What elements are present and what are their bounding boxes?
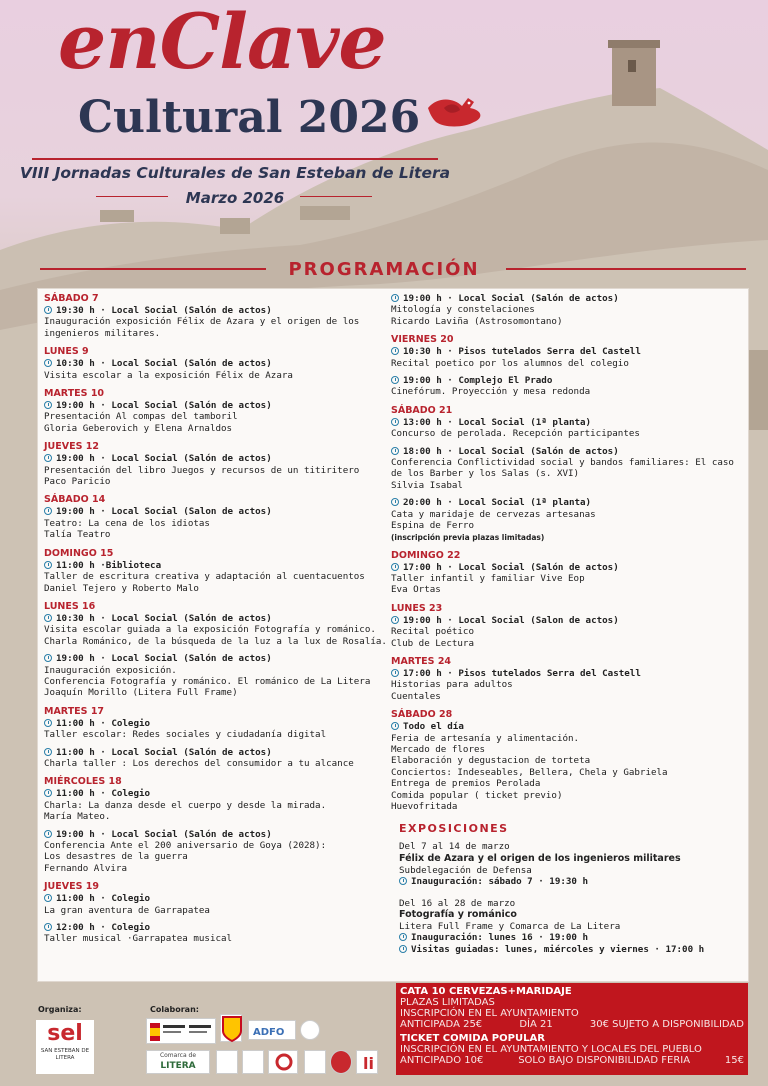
event-time — [391, 615, 746, 626]
clock-icon — [44, 454, 52, 462]
exhibition-organizer: Litera Full Frame y Comarca de La Litera — [399, 921, 621, 933]
event-time — [44, 893, 389, 904]
event-time-text: 11:00 h · Colegio — [56, 717, 151, 729]
day-heading: SÁBADO 21 — [391, 404, 453, 416]
exhibition-info-text: Visitas guiadas: lunes, miércoles y viernes · 17:00 h — [411, 943, 705, 955]
event-description: Historias para adultos — [391, 679, 513, 691]
program-panel — [37, 288, 749, 982]
event-description: Espina de Ferro — [391, 520, 474, 532]
event-time — [391, 497, 746, 508]
day-heading: MIÉRCOLES 18 — [44, 776, 122, 788]
clock-icon — [44, 507, 52, 515]
gobierno-espana-logo — [146, 1018, 216, 1044]
event-time-text: 10:30 h · Local Social (Salón de actos) — [56, 612, 272, 624]
event-description: Taller infantil y familiar Vive Eop — [391, 572, 585, 584]
event-note: (inscripción previa plazas limitadas) — [391, 532, 545, 542]
clock-icon — [44, 830, 52, 838]
exhibitions-title: EXPOSICIONES — [399, 822, 509, 836]
event-time — [391, 562, 746, 573]
exhibitions-list — [391, 841, 746, 955]
event-description: Conferencia Conflictividad social y bandos familiares: El caso de los Barber y los Salas (s. XVI) — [391, 457, 734, 480]
event-time-text: 12:00 h · Colegio — [56, 922, 151, 934]
exhibition-item — [399, 841, 746, 887]
sel-logo-text: sel — [47, 1021, 83, 1046]
event-description: Cata y maridaje de cervezas artesanas — [391, 508, 596, 520]
event-description: Taller de escritura creativa y adaptación al cuentacuentos — [44, 571, 365, 583]
event-description: Concurso de perolada. Recepción participantes — [391, 428, 640, 440]
promo-ticket-line: INSCRIPCIÓN EN EL AYUNTAMIENTO Y LOCALES DEL PUEBLO — [400, 1044, 702, 1055]
event-description: Fernando Alvira — [44, 862, 127, 874]
clock-icon — [399, 945, 407, 953]
clock-icon — [391, 447, 399, 455]
event-time — [391, 668, 746, 679]
promo-cata-line: PLAZAS LIMITADAS — [400, 997, 495, 1008]
exhibition-item — [399, 898, 746, 956]
event-time — [391, 721, 746, 732]
clock-icon — [44, 401, 52, 409]
exhibition-info — [399, 932, 746, 943]
clock-icon — [44, 923, 52, 931]
event-time-text: 11:00 h · Colegio — [56, 893, 151, 905]
event-description: Mercado de flores — [391, 743, 486, 755]
colaboran-label: Colaboran: — [150, 1005, 199, 1014]
event-description: Inauguración exposición. — [44, 664, 177, 676]
event-subtitle: VIII Jornadas Culturales de San Esteban de Litera — [19, 164, 451, 182]
event-description: Presentación Al compas del tamboril — [44, 411, 238, 423]
clock-icon — [44, 719, 52, 727]
event-time-text: 13:00 h · Local Social (1ª planta) — [403, 416, 592, 428]
event-time — [44, 653, 389, 664]
event-time-text: 17:00 h · Local Social (Salón de actos) — [403, 561, 619, 573]
event-time-text: 19:00 h · Local Social (Salon de actos) — [56, 506, 272, 518]
event-time — [391, 417, 746, 428]
event-description: Teatro: La cena de los idiotas — [44, 517, 210, 529]
event-description: Eva Ortas — [391, 584, 441, 596]
clock-icon — [44, 306, 52, 314]
bird-icon — [424, 88, 486, 134]
event-time — [391, 446, 746, 457]
clock-icon — [399, 933, 407, 941]
organiza-label: Organiza: — [38, 1005, 82, 1014]
event-time — [391, 293, 746, 304]
exhibition-info — [399, 944, 746, 955]
clock-icon — [391, 347, 399, 355]
circle-logo — [300, 1020, 320, 1040]
event-time — [44, 305, 389, 316]
event-description: Feria de artesanía y alimentación. — [391, 732, 580, 744]
day-heading: JUEVES 19 — [44, 881, 99, 893]
event-description: Paco Paricio — [44, 476, 111, 488]
event-time-text: 19:00 h · Local Social (Salón de actos) — [56, 400, 272, 412]
event-description: Mitología y constelaciones — [391, 304, 535, 316]
event-time-text: 19:00 h · Complejo El Prado — [403, 375, 553, 387]
tower-icon — [608, 40, 660, 106]
clock-icon — [44, 561, 52, 569]
day-heading: DOMINGO 22 — [391, 549, 461, 561]
clock-icon — [44, 789, 52, 797]
sponsor-logo — [304, 1050, 326, 1074]
day-heading: MARTES 17 — [44, 705, 105, 717]
promo-cata-line: INSCRIPCIÓN EN EL AYUNTAMIENTO — [400, 1008, 579, 1019]
event-description: Silvia Isabal — [391, 479, 463, 491]
event-description: Presentación del libro Juegos y recursos de un titiritero — [44, 464, 360, 476]
svg-text:li: li — [363, 1054, 374, 1073]
clock-icon — [391, 376, 399, 384]
clock-icon — [391, 669, 399, 677]
event-time — [44, 400, 389, 411]
day-heading: SÁBADO 28 — [391, 709, 453, 721]
event-description: La gran aventura de Garrapatea — [44, 904, 210, 916]
promo-ticket-title: TICKET COMIDA POPULAR — [400, 1033, 545, 1044]
event-description: Cinefórum. Proyección y mesa redonda — [391, 386, 591, 398]
clock-icon — [44, 359, 52, 367]
program-column-right — [391, 293, 746, 965]
clock-icon — [399, 877, 407, 885]
event-time-text: 11:00 h · Local Social (Salón de actos) — [56, 746, 272, 758]
event-description: Huevofritada — [391, 801, 458, 812]
clock-icon — [391, 498, 399, 506]
day-heading: MARTES 24 — [391, 655, 452, 667]
exhibition-info-text: Inauguración: sábado 7 · 19:30 h — [411, 876, 589, 888]
logo-enclave: enClave — [58, 0, 386, 86]
aragon-shield-logo — [220, 1014, 242, 1042]
event-description: Entrega de premios Perolada — [391, 778, 541, 790]
clock-icon — [44, 748, 52, 756]
event-time — [44, 829, 389, 840]
clock-icon — [391, 563, 399, 571]
event-description: Talía Teatro — [44, 529, 111, 541]
event-description: Conferencia Fotografía y románico. El románico de La Litera — [44, 675, 371, 687]
event-time-text: 11:00 h · Colegio — [56, 788, 151, 800]
clock-icon — [44, 894, 52, 902]
event-description: Taller escolar: Redes sociales y ciudadanía digital — [44, 729, 327, 741]
event-description: Cuentales — [391, 690, 441, 702]
event-time — [44, 453, 389, 464]
event-description: Inauguración exposición Félix de Azara y el origen de los ingenieros militares. — [44, 316, 360, 339]
clock-icon — [391, 294, 399, 302]
sel-logo-subtitle: SAN ESTEBAN DE LITERA — [40, 1048, 90, 1061]
event-time-text: Todo el día — [403, 721, 464, 733]
sponsor-logo — [330, 1050, 352, 1074]
sponsor-logo — [356, 1050, 378, 1074]
event-time-text: 19:00 h · Local Social (Salon de actos) — [403, 614, 619, 626]
section-title-programacion: PROGRAMACIÓN — [288, 259, 480, 280]
event-description: Elaboración y degustacion de torteta — [391, 755, 591, 767]
event-description: Daniel Tejero y Roberto Malo — [44, 582, 199, 594]
exhibition-organizer: Subdelegación de Defensa — [399, 864, 532, 876]
promo-box — [396, 983, 748, 1075]
comarca-litera-logo: Comarca de LITERA — [146, 1050, 210, 1074]
event-time — [44, 747, 389, 758]
event-time-text: 18:00 h · Local Social (Salón de actos) — [403, 445, 619, 457]
svg-text:ADFO: ADFO — [253, 1027, 285, 1038]
promo-cata-prices: ANTICIPADA 25€ DÍA 21 30€ SUJETO A DISPONIBILIDAD — [400, 1019, 744, 1030]
event-description: Club de Lectura — [391, 637, 474, 649]
event-time-text: 19:30 h · Local Social (Salón de actos) — [56, 305, 272, 316]
day-heading: LUNES 23 — [391, 602, 443, 614]
event-time-text: 20:00 h · Local Social (1ª planta) — [403, 497, 592, 509]
clock-icon — [44, 654, 52, 662]
event-description: Los desastres de la guerra — [44, 851, 188, 863]
event-description: Charla Románico, de la búsqueda de la luz a la lux de Rosalía. — [44, 635, 387, 647]
day-heading: LUNES 16 — [44, 600, 96, 612]
event-description: María Mateo. — [44, 811, 111, 823]
event-description: Comida popular ( ticket previo) — [391, 789, 563, 801]
event-time-text: 19:00 h · Local Social (Salón de actos) — [403, 293, 619, 304]
event-time — [44, 613, 389, 624]
event-description: Recital poetico por los alumnos del colegio — [391, 357, 629, 369]
exhibition-info-text: Inauguración: lunes 16 · 19:00 h — [411, 932, 589, 944]
divider — [32, 158, 438, 160]
event-description: Gloria Geberovich y Elena Arnaldos — [44, 422, 233, 434]
event-description: Visita escolar a la exposición Félix de Azara — [44, 369, 293, 381]
event-description: Visita escolar guiada a la exposición Fotografía y románico. — [44, 624, 376, 636]
event-description: Taller musical ·Garrapatea musical — [44, 933, 233, 945]
event-description: Conferencia Ante el 200 aniversario de Goya (2028): — [44, 840, 327, 851]
promo-cata-title: CATA 10 CERVEZAS+MARIDAJE — [400, 986, 572, 997]
promo-ticket-prices: ANTICIPADO 10€ SOLO BAJO DISPONIBILIDAD FERIA 15€ — [400, 1055, 744, 1066]
day-heading: SÁBADO 14 — [44, 494, 106, 506]
clock-icon — [391, 722, 399, 730]
event-time-text: 10:30 h · Pisos tutelados Serra del Castell — [403, 346, 641, 358]
event-date: Marzo 2026 — [185, 189, 285, 207]
event-description: Charla: La danza desde el cuerpo y desde la mirada. — [44, 799, 327, 811]
exhibition-name: Félix de Azara y el origen de los ingenieros militares — [399, 852, 681, 864]
sponsor-logo — [216, 1050, 238, 1074]
exhibition-info — [399, 876, 746, 887]
logo-cultural-2026: Cultural 2026 — [78, 92, 421, 143]
clock-icon — [391, 418, 399, 426]
event-description: Joaquín Morillo (Litera Full Frame) — [44, 687, 238, 699]
event-time — [44, 560, 389, 571]
day-heading: SÁBADO 7 — [44, 293, 99, 304]
sponsor-logo — [268, 1050, 298, 1074]
sponsor-logo — [242, 1050, 264, 1074]
event-time — [44, 506, 389, 517]
event-description: Recital poético — [391, 626, 474, 638]
event-time — [44, 788, 389, 799]
day-heading: MARTES 10 — [44, 388, 105, 400]
event-time — [44, 358, 389, 369]
event-description: Charla taller : Los derechos del consumidor a tu alcance — [44, 757, 354, 769]
clock-icon — [391, 616, 399, 624]
program-column-left — [44, 293, 389, 945]
event-time-text: 17:00 h · Pisos tutelados Serra del Castell — [403, 667, 641, 679]
event-time — [391, 375, 746, 386]
event-description: Conciertos: Indeseables, Bellera, Chela y Gabriela — [391, 766, 668, 778]
exhibition-dates: Del 7 al 14 de marzo — [399, 841, 510, 853]
event-time-text: 19:00 h · Local Social (Salón de actos) — [56, 828, 272, 840]
exhibition-name: Fotografía y románico — [399, 909, 517, 921]
sel-logo — [36, 1020, 94, 1074]
day-heading: JUEVES 12 — [44, 441, 99, 453]
day-heading: DOMINGO 15 — [44, 547, 114, 559]
event-time — [391, 346, 746, 357]
adesho-logo — [248, 1020, 296, 1040]
event-description: Ricardo Laviña (Astrosomontano) — [391, 315, 563, 327]
event-time-text: 19:00 h · Local Social (Salón de actos) — [56, 653, 272, 665]
day-heading: VIERNES 20 — [391, 334, 454, 346]
event-time-text: 11:00 h ·Biblioteca — [56, 559, 162, 571]
exhibition-dates: Del 16 al 28 de marzo — [399, 897, 516, 909]
event-time — [44, 922, 389, 933]
clock-icon — [44, 614, 52, 622]
divider — [506, 268, 746, 270]
event-time-text: 19:00 h · Local Social (Salón de actos) — [56, 453, 272, 465]
event-time-text: 10:30 h · Local Social (Salón de actos) — [56, 358, 272, 370]
day-heading: LUNES 9 — [44, 346, 89, 358]
event-time — [44, 718, 389, 729]
